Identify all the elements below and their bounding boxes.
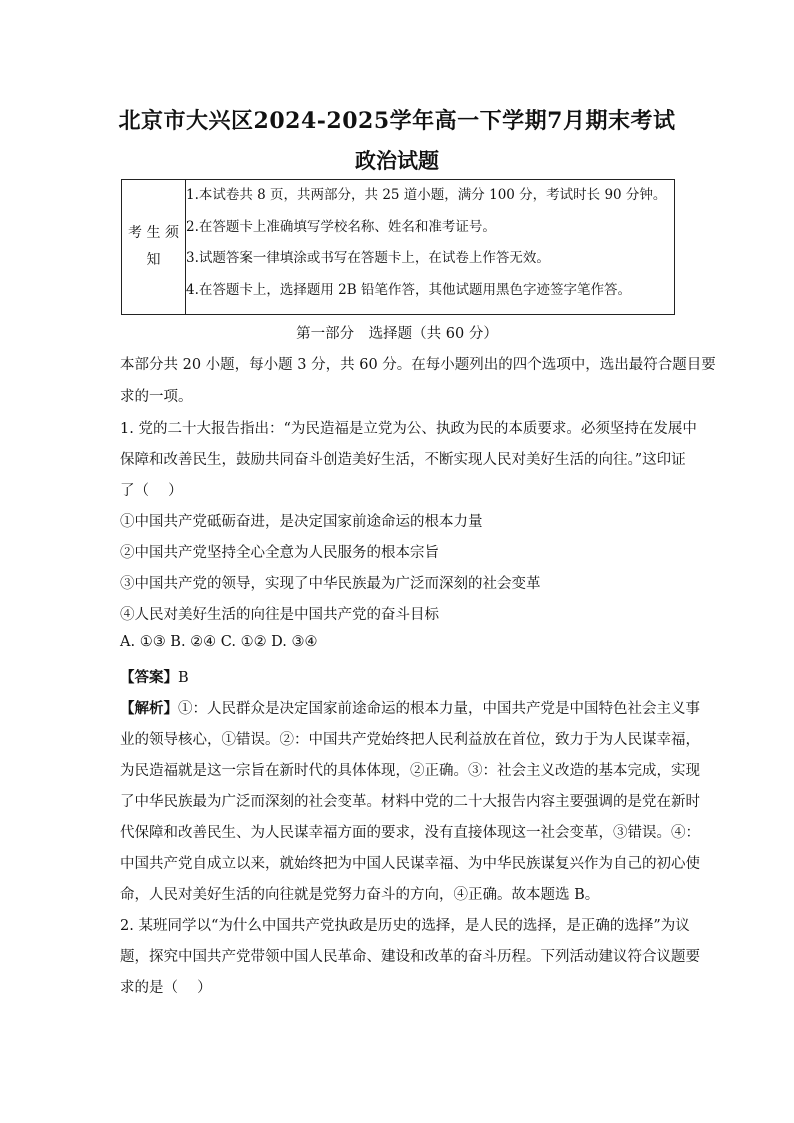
q1-stem-line: 了（ ）: [120, 483, 183, 499]
q1-analysis-line: 为民造福就是这一宗旨在新时代的具体体现，②正确。③：社会主义改造的基本完成，实现: [120, 763, 700, 779]
q1-analysis-line: 命，人民对美好生活的向往就是党努力奋斗的方向，④正确。故本题选 B。: [120, 887, 600, 903]
q1-stem-line: 保障和改善民生，鼓励共同奋斗创造美好生活，不断实现人民对美好生活的向往。”这印证: [120, 452, 686, 468]
q1-stem-line: 1. 党的二十大报告指出：“为民造福是立党为公、执政为民的本质要求。必须坚持在发展中: [120, 421, 697, 437]
q1-statement: ①中国共产党砥砺奋进，是决定国家前途命运的根本力量: [120, 514, 483, 530]
q1-statement: ②中国共产党坚持全心全意为人民服务的根本宗旨: [120, 545, 439, 561]
notice-item: 2.在答题卡上准确填写学校名称、姓名和准考证号。: [186, 218, 496, 235]
q1-statement: ④人民对美好生活的向往是中国共产党的奋斗目标: [120, 607, 439, 623]
q2-stem-line: 2. 某班同学以“为什么中国共产党执政是历史的选择，是人民的选择，是正确的选择”为议: [120, 918, 690, 934]
q2-stem-line: 题，探究中国共产党带领中国人民革命、建设和改革的奋斗历程。下列活动建议符合议题要: [120, 949, 700, 965]
candidate-notice-table: [121, 179, 675, 315]
section-title: 第一部分 选择题（共 60 分）: [296, 326, 498, 342]
section-intro-line: 本部分共 20 小题，每小题 3 分，共 60 分。在每小题列出的四个选项中，选出最符合题目要: [120, 357, 716, 373]
section-intro-line: 求的一项。: [120, 389, 193, 405]
q1-analysis-line: 代保障和改善民生、为人民谋幸福方面的要求，没有直接体现这一社会变革，③错误。④：: [120, 825, 700, 841]
q1-answer: 【答案】B: [120, 669, 189, 686]
q1-analysis-line: 中国共产党自成立以来，就始终把为中国人民谋幸福、为中华民族谋复兴作为自己的初心使: [120, 856, 700, 872]
q1-statement: ③中国共产党的领导，实现了中华民族最为广泛而深刻的社会变革: [120, 576, 541, 592]
q1-analysis-line: 了中华民族最为广泛而深刻的社会变革。材料中党的二十大报告内容主要强调的是党在新时: [120, 794, 700, 810]
q2-stem-line: 求的是（ ）: [120, 980, 212, 996]
exam-subtitle: 政治试题: [355, 148, 439, 173]
notice-item: 3.试题答案一律填涂或书写在答题卡上，在试卷上作答无效。: [186, 250, 550, 266]
notice-item: 1.本试卷共 8 页，共两部分，共 25 道小题，满分 100 分，考试时长 90 分钟。: [186, 187, 667, 203]
exam-title: 北京市大兴区2024-2025学年高一下学期7月期末考试: [118, 108, 676, 134]
q1-analysis-line: 【解析】①：人民群众是决定国家前途命运的根本力量，中国共产党是中国特色社会主义事: [120, 700, 700, 717]
q1-options: A. ①③ B. ②④ C. ①② D. ③④: [120, 634, 318, 650]
q1-analysis-line: 业的领导核心，①错误。②：中国共产党始终把人民利益放在首位，致力于为人民谋幸福，: [120, 732, 700, 748]
notice-label: 考 生 须 知: [122, 180, 186, 315]
notice-items: [186, 180, 675, 315]
notice-item: 4.在答题卡上，选择题用 2B 铅笔作答，其他试题用黑色字迹签字笔作答。: [186, 281, 631, 298]
